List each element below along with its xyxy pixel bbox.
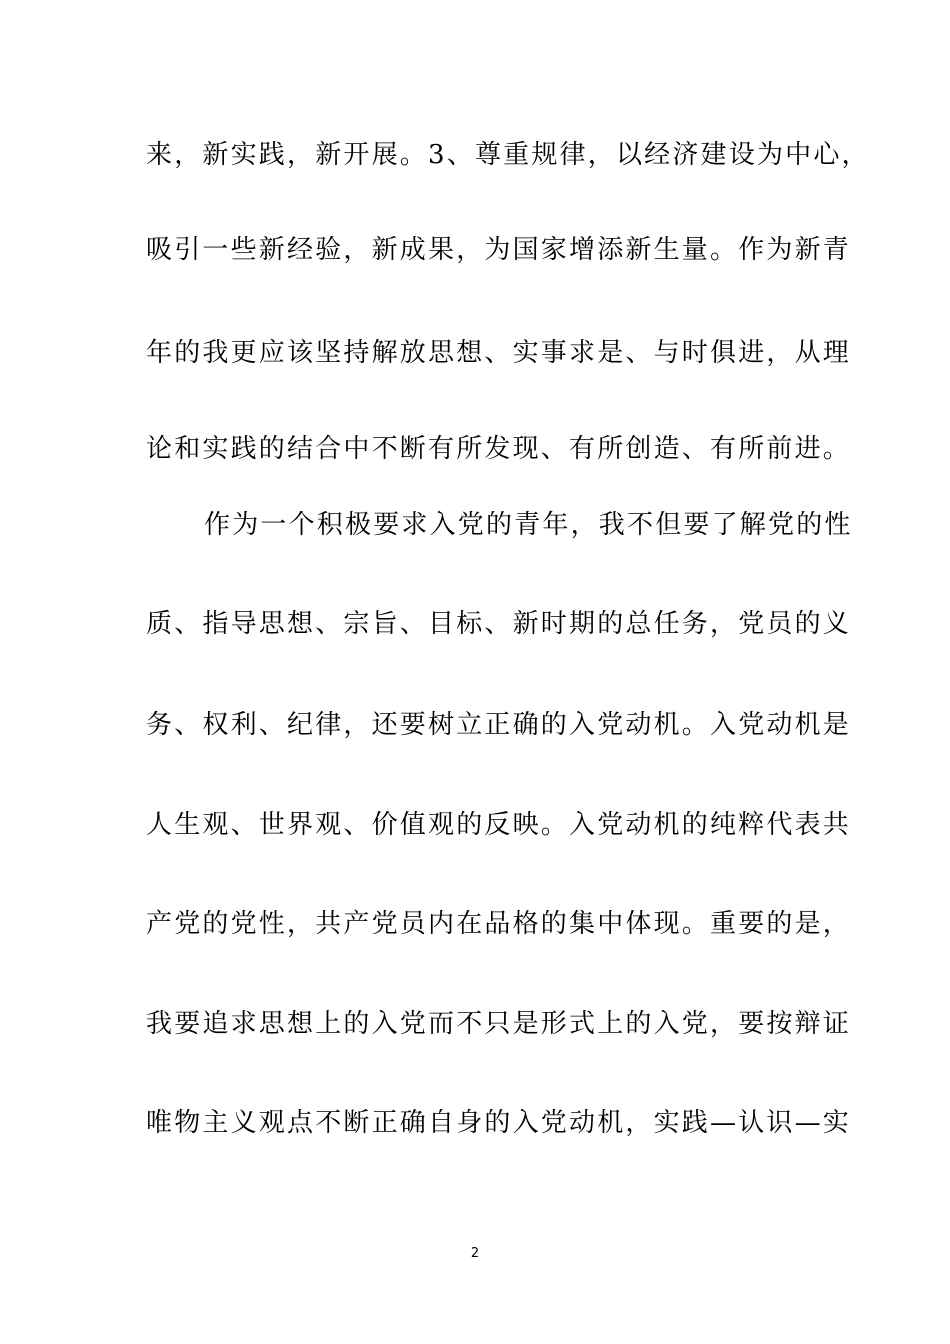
text-line-1: 来，新实践，新开展。3、尊重规律，以经济建设为中心， — [146, 140, 870, 170]
text-line-9: 产党的党性，共产党员内在品格的集中体现。重要的是， — [146, 909, 852, 939]
text-line-5: 作为一个积极要求入党的青年，我不但要了解党的性 — [204, 510, 853, 540]
text-line-2: 吸引一些新经验，新成果，为国家增添新生量。作为新青 — [146, 235, 852, 265]
text-line-11: 唯物主义观点不断正确自身的入党动机，实践—认识—实 — [146, 1108, 852, 1138]
text-line-7: 务、权利、纪律，还要树立正确的入党动机。入党动机是 — [146, 710, 852, 740]
text-line-6: 质、指导思想、宗旨、目标、新时期的总任务，党员的义 — [146, 609, 852, 639]
text-line-10: 我要追求思想上的入党而不只是形式上的入党，要按辩证 — [146, 1009, 852, 1039]
text-line-3: 年的我更应该坚持解放思想、实事求是、与时俱进，从理 — [146, 338, 852, 368]
page-number: 2 — [470, 1246, 480, 1261]
text-line-8: 人生观、世界观、价值观的反映。入党动机的纯粹代表共 — [146, 810, 852, 840]
text-line-4: 论和实践的结合中不断有所发现、有所创造、有所前进。 — [146, 434, 852, 464]
